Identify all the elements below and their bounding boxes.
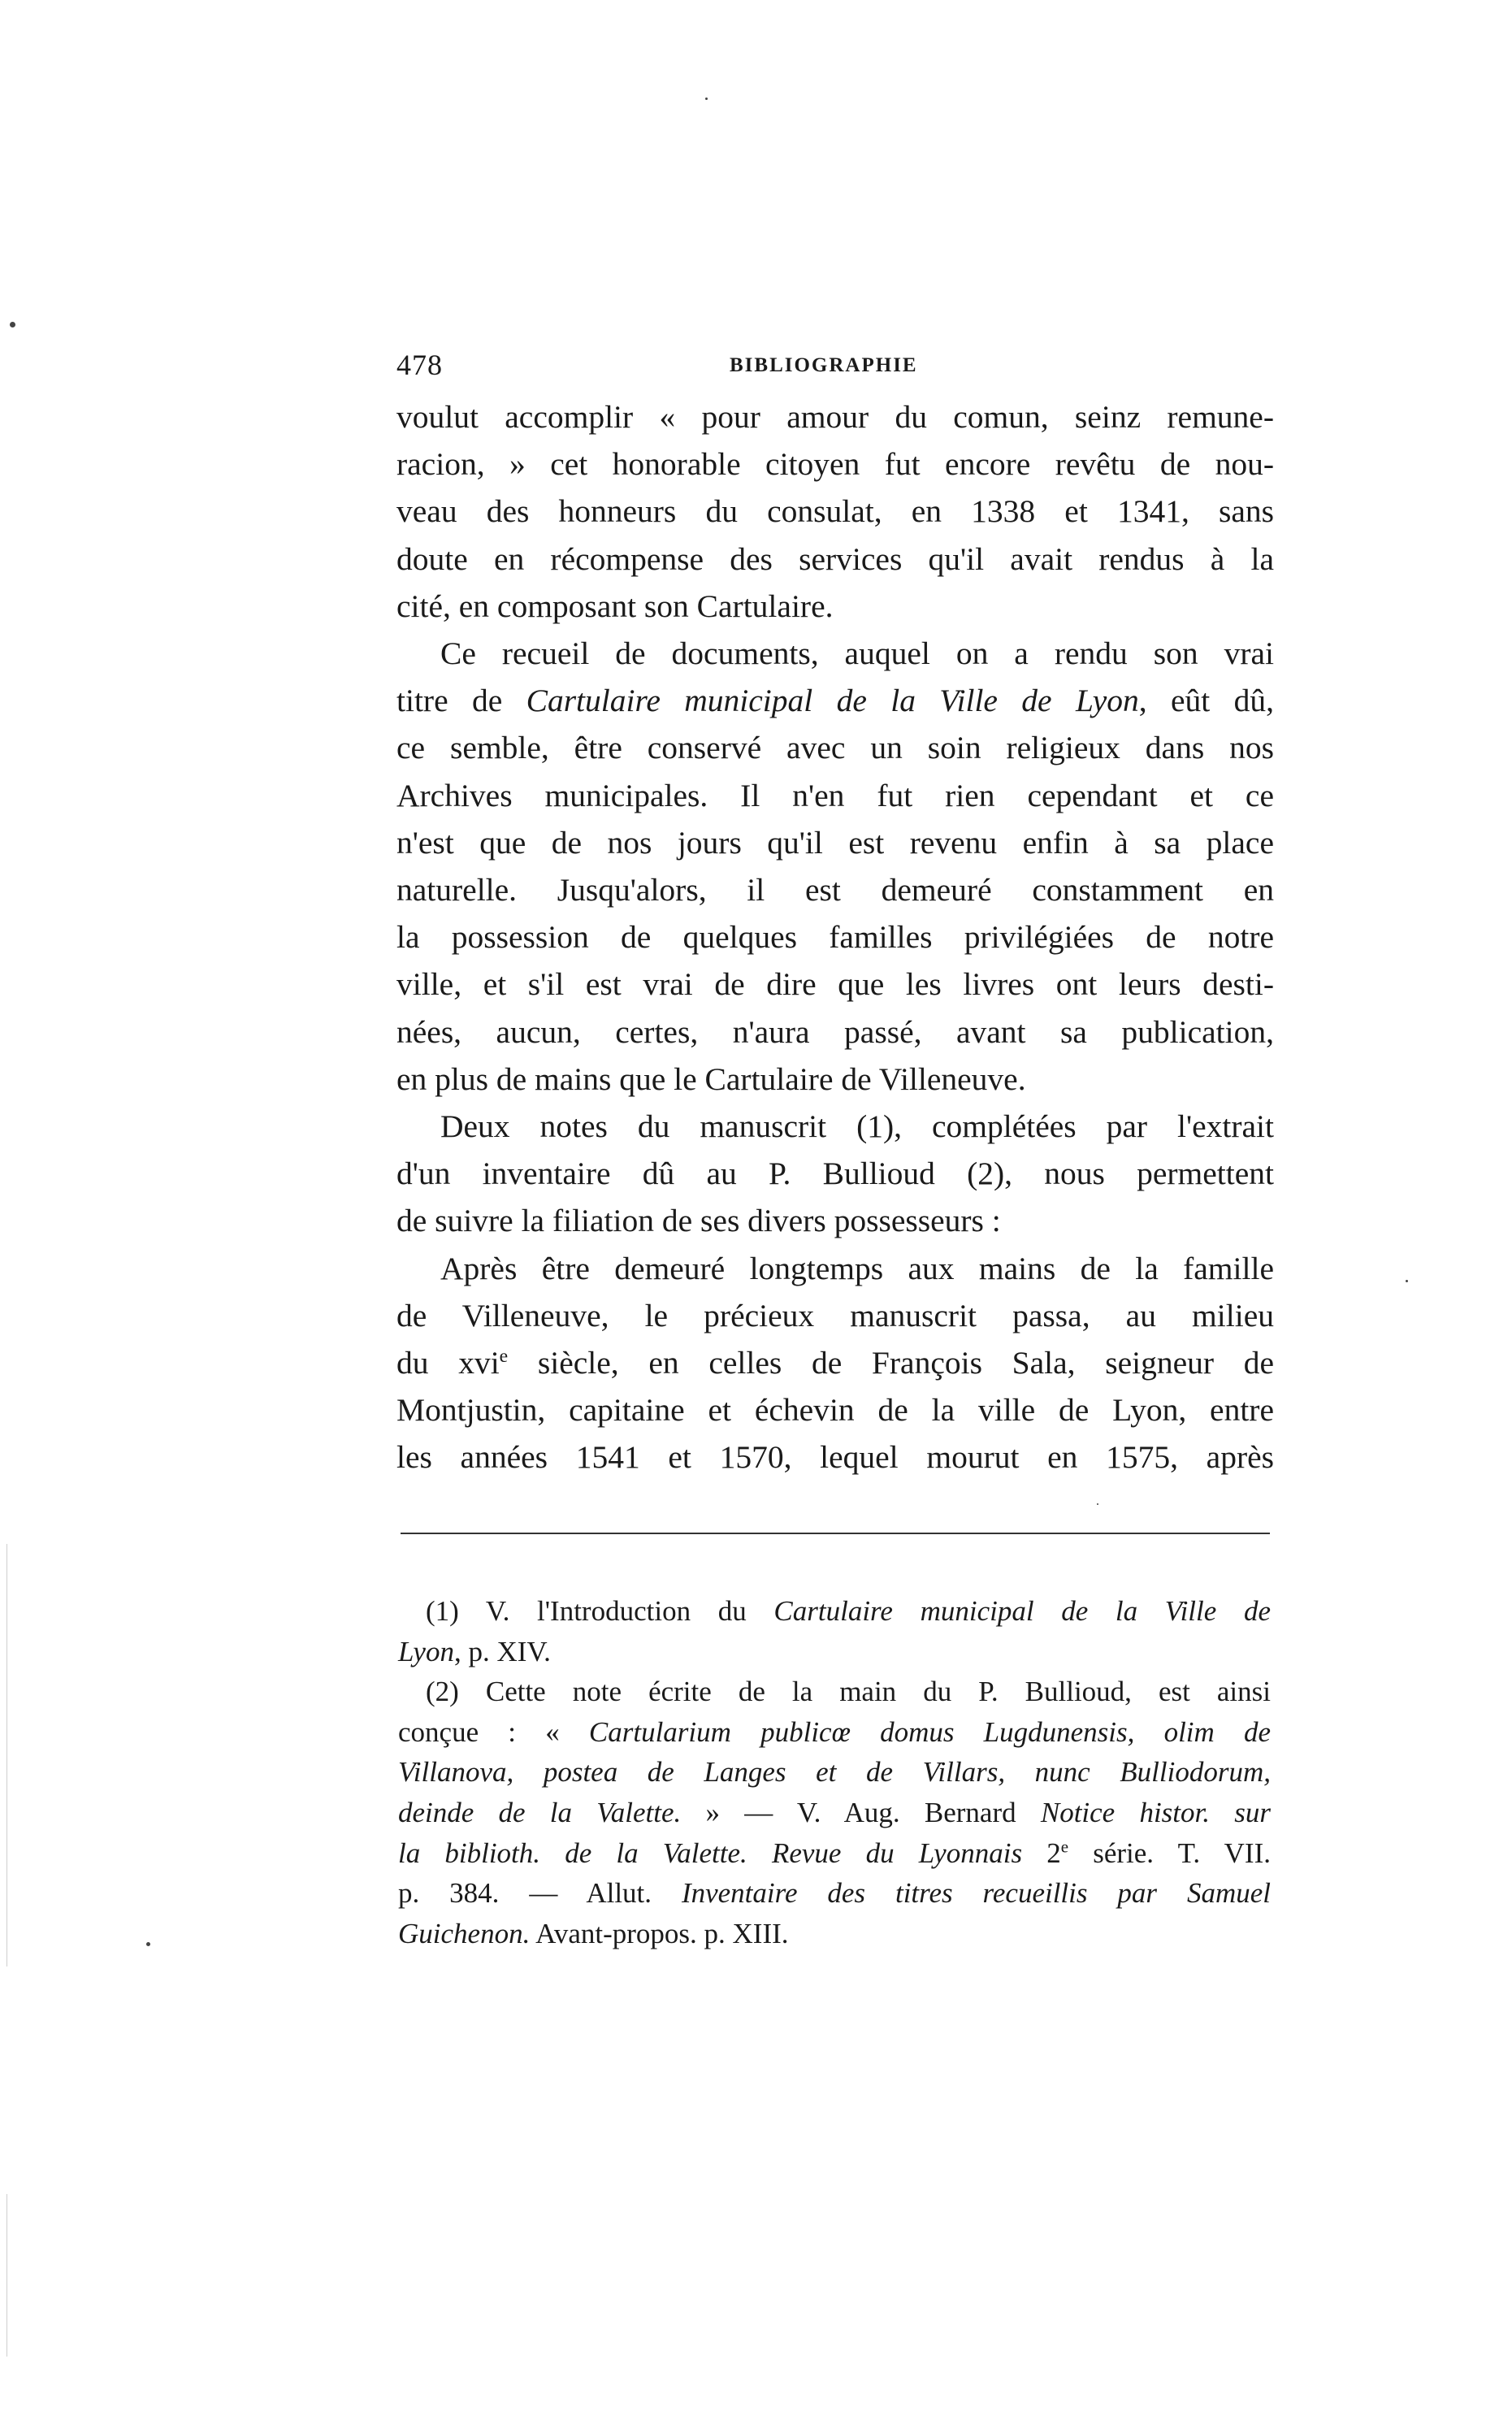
scan-speck — [10, 322, 15, 327]
footnote-line — [398, 1632, 1271, 1672]
body-text — [396, 393, 1274, 1481]
quote-italic: deinde de la Valette. — [398, 1796, 682, 1828]
text-line: naturelle. Jusqu'alors, il est demeuré constamment en — [396, 872, 1274, 908]
paragraph-4 — [396, 1245, 1274, 1481]
page-number: 478 — [396, 349, 443, 381]
text-line: Après être demeuré longtemps aux mains de la famille — [440, 1250, 1274, 1286]
page-header — [396, 348, 1274, 397]
text-line: les années 1541 et 1570, lequel mourut en 1575, après — [396, 1439, 1274, 1476]
text-line: nées, aucun, certes, n'aura passé, avant sa publication, — [396, 1013, 1274, 1050]
text-line: Montjustin, capitaine et échevin de la ville de Lyon, entre — [396, 1392, 1274, 1429]
text-run: du xvi — [396, 1345, 500, 1381]
text-line: d'un inventaire dû au P. Bullioud (2), nous permettent — [396, 1156, 1274, 1192]
footnote-line — [398, 1712, 1271, 1753]
text-line: Archives municipales. Il n'en fut rien cependant et ce — [396, 777, 1274, 813]
paragraph-3 — [396, 1103, 1274, 1245]
text-run: 2 — [1022, 1836, 1061, 1869]
text-line: ville, et s'il est vrai de dire que les livres ont leurs desti- — [396, 966, 1274, 1003]
footnote-line — [398, 1793, 1271, 1833]
title-italic: Cartulaire municipal de la Ville de Lyon — [526, 683, 1139, 719]
paragraph-2 — [396, 630, 1274, 1103]
text-line: cité, en composant son Cartulaire. — [396, 588, 834, 624]
footnote-line — [398, 1591, 1271, 1632]
title-italic: Notice histor. sur — [1040, 1796, 1271, 1828]
text-line — [396, 1339, 1274, 1386]
footnote-1 — [398, 1591, 1271, 1672]
text-line: veau des honneurs du consulat, en 1338 et 1341, sans — [396, 493, 1274, 530]
text-line: la possession de quelques familles privilégiées de notre — [396, 919, 1274, 956]
text-line: voulut accomplir « pour amour du comun, seinz remune- — [396, 399, 1274, 435]
text-run: titre de — [396, 683, 526, 719]
text-line: Ce recueil de documents, auquel on a rendu son vrai — [440, 635, 1274, 672]
footnote-line: (2) Cette note écrite de la main du P. Bullioud, est ainsi — [426, 1676, 1271, 1708]
superscript: e — [499, 1345, 509, 1367]
title-italic: Inventaire des titres recueillis par Samuel — [681, 1877, 1271, 1910]
running-head: BIBLIOGRAPHIE — [730, 354, 918, 376]
text-run: , p. XIV. — [453, 1635, 551, 1667]
text-run: série. T. VII. — [1068, 1836, 1271, 1869]
paragraph-1 — [396, 393, 1274, 630]
title-italic: la biblioth. de la Valette. Revue du Lyonnais — [398, 1836, 1023, 1869]
footnote-line — [398, 1752, 1271, 1793]
text-line: ce semble, être conservé avec un soin religieux dans nos — [396, 730, 1274, 766]
text-line: doute en récompense des services qu'il avait rendus à la — [396, 540, 1274, 577]
title-italic: Lyon — [398, 1635, 454, 1667]
text-line: Deux notes du manuscrit (1), complétées par l'extrait — [440, 1108, 1274, 1145]
scan-margin-line — [6, 1544, 7, 1967]
text-run: siècle, en celles de François Sala, seigneur de — [508, 1345, 1274, 1381]
scan-speck — [705, 98, 708, 100]
footnote-2 — [398, 1672, 1271, 1954]
scan-speck — [146, 1942, 150, 1946]
text-run: conçue : « — [398, 1715, 589, 1748]
text-line — [396, 677, 1274, 724]
text-run: p. 384. — Allut. — [398, 1877, 682, 1910]
text-run: (1) V. l'Introduction du — [426, 1595, 774, 1627]
text-line: de Villeneuve, le précieux manuscrit passa, au milieu — [396, 1297, 1274, 1333]
superscript: e — [1060, 1836, 1069, 1856]
scan-margin-line — [6, 2194, 7, 2357]
text-line: de suivre la filiation de ses divers possesseurs : — [396, 1203, 1001, 1239]
scan-speck — [1097, 1503, 1098, 1505]
scan-speck — [1406, 1280, 1408, 1282]
title-italic: Cartulaire municipal de la Ville de — [773, 1595, 1271, 1627]
text-run: , eût dû, — [1138, 683, 1274, 719]
text-line: en plus de mains que le Cartulaire de Villeneuve. — [396, 1060, 1026, 1097]
text-line: n'est que de nos jours qu'il est revenu enfin à sa place — [396, 824, 1274, 861]
footnote-line — [398, 1873, 1271, 1914]
quote-italic: Villanova, postea de Langes et de Villars, nunc Bulliodorum, — [398, 1756, 1271, 1789]
quote-italic: Cartularium publicœ domus Lugdunensis, olim de — [588, 1715, 1272, 1748]
text-line: racion, » cet honorable citoyen fut encore revêtu de nou- — [396, 446, 1274, 483]
footnote-line — [398, 1914, 1271, 1954]
footnote-separator — [401, 1533, 1270, 1534]
title-italic: Guichenon. — [398, 1917, 531, 1949]
text-run: » — V. Aug. Bernard — [681, 1796, 1041, 1828]
footnotes — [398, 1591, 1271, 1954]
footnote-line — [398, 1833, 1271, 1874]
text-run: Avant-propos. p. XIII. — [530, 1917, 789, 1949]
